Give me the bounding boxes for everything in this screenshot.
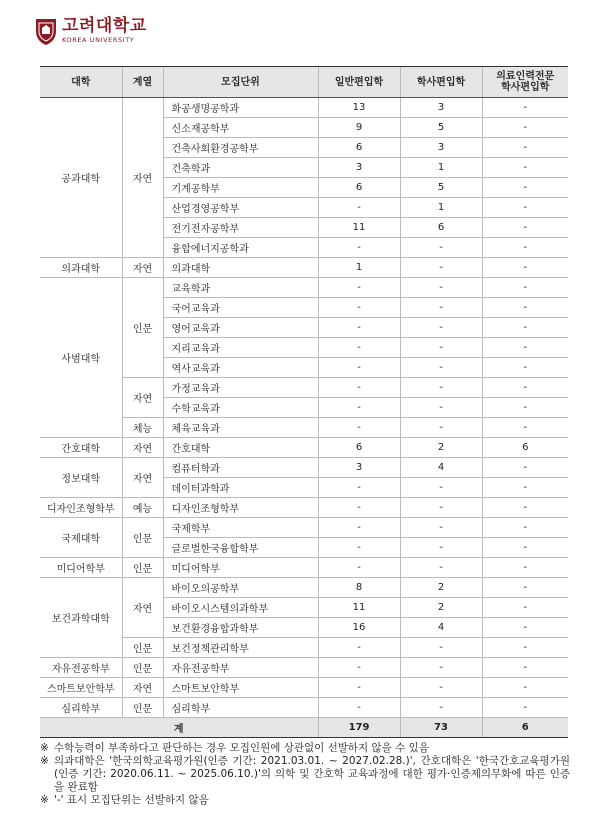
unit-cell: 지리교육과 [163,338,318,358]
note-text: '-' 표시 모집단위는 선발하지 않음 [54,794,209,806]
medical-transfer-cell: - [482,358,568,378]
medical-transfer-cell: - [482,378,568,398]
note-item [40,755,570,794]
general-transfer-cell: - [318,398,400,418]
table-row [40,518,568,538]
note-mark: ※ [40,742,49,754]
total-bachelor: 73 [400,718,482,738]
bachelor-transfer-cell: - [400,358,482,378]
medical-transfer-cell: - [482,178,568,198]
bachelor-transfer-cell: 5 [400,118,482,138]
note-text: 의과대학은 '한국의학교육평가원(인증 기간: 2021.03.01. ~ 2027.02.28.)', 간호대학은 '한국간호교육평가원(인증 기간: 2020.06.11. ~ 2025.06.10.)'의 의학 및 간호학 교육과정에 대한 평가·인증제의무화에 따른 인증을 완료함 [54,755,570,793]
bachelor-transfer-cell: 5 [400,178,482,198]
bachelor-transfer-cell: - [400,698,482,718]
medical-transfer-cell: - [482,538,568,558]
medical-transfer-cell: - [482,498,568,518]
college-cell: 정보대학 [40,458,122,498]
bachelor-transfer-cell: 4 [400,458,482,478]
general-transfer-cell: 1 [318,258,400,278]
medical-transfer-cell: - [482,618,568,638]
total-general: 179 [318,718,400,738]
general-transfer-cell: 11 [318,598,400,618]
university-logo [34,14,147,48]
bachelor-transfer-cell: - [400,538,482,558]
medical-transfer-cell: - [482,458,568,478]
header-college: 대학 [40,67,122,98]
unit-cell: 심리학부 [163,698,318,718]
bachelor-transfer-cell: 2 [400,598,482,618]
total-medical: 6 [482,718,568,738]
field-cell: 자연 [122,258,163,278]
total-label: 계 [40,718,318,738]
medical-transfer-cell: - [482,198,568,218]
table-row [40,438,568,458]
bachelor-transfer-cell: 1 [400,198,482,218]
bachelor-transfer-cell: - [400,658,482,678]
bachelor-transfer-cell: 3 [400,98,482,118]
unit-cell: 산업경영공학부 [163,198,318,218]
table-row [40,98,568,118]
general-transfer-cell: 8 [318,578,400,598]
admission-quota-table [40,66,568,738]
note-item [40,794,570,807]
field-cell: 인문 [122,278,163,378]
college-cell: 간호대학 [40,438,122,458]
bachelor-transfer-cell: 4 [400,618,482,638]
unit-cell: 체육교육과 [163,418,318,438]
bachelor-transfer-cell: - [400,258,482,278]
general-transfer-cell: - [318,498,400,518]
general-transfer-cell: - [318,698,400,718]
medical-transfer-cell: - [482,578,568,598]
general-transfer-cell: 6 [318,438,400,458]
medical-transfer-cell: - [482,258,568,278]
college-cell: 공과대학 [40,98,122,258]
total-row [40,718,568,738]
field-cell: 자연 [122,578,163,638]
medical-transfer-cell: - [482,218,568,238]
table-row [40,498,568,518]
medical-transfer-cell: - [482,98,568,118]
college-cell: 스마트보안학부 [40,678,122,698]
unit-cell: 전기전자공학부 [163,218,318,238]
general-transfer-cell: 6 [318,178,400,198]
field-cell: 인문 [122,558,163,578]
general-transfer-cell: - [318,338,400,358]
general-transfer-cell: - [318,478,400,498]
medical-transfer-cell: - [482,138,568,158]
college-cell: 미디어학부 [40,558,122,578]
bachelor-transfer-cell: - [400,278,482,298]
bachelor-transfer-cell: 1 [400,158,482,178]
general-transfer-cell: - [318,358,400,378]
field-cell: 인문 [122,518,163,558]
general-transfer-cell: 13 [318,98,400,118]
header-medical-transfer: 의료인력전문학사편입학 [482,67,568,98]
table-row [40,458,568,478]
general-transfer-cell: 16 [318,618,400,638]
table-row [40,578,568,598]
medical-transfer-cell: - [482,158,568,178]
bachelor-transfer-cell: - [400,478,482,498]
unit-cell: 자유전공학부 [163,658,318,678]
medical-transfer-cell: - [482,558,568,578]
unit-cell: 국제학부 [163,518,318,538]
medical-transfer-cell: - [482,638,568,658]
medical-transfer-cell: - [482,658,568,678]
unit-cell: 기계공학부 [163,178,318,198]
bachelor-transfer-cell: - [400,418,482,438]
unit-cell: 교육학과 [163,278,318,298]
general-transfer-cell: 3 [318,158,400,178]
college-cell: 국제대학 [40,518,122,558]
medical-transfer-cell: - [482,238,568,258]
table-row [40,698,568,718]
general-transfer-cell: - [318,238,400,258]
table-row [40,558,568,578]
college-cell: 심리학부 [40,698,122,718]
logo-english: KOREA UNIVERSITY [62,36,135,45]
unit-cell: 간호대학 [163,438,318,458]
unit-cell: 신소재공학부 [163,118,318,138]
general-transfer-cell: - [318,638,400,658]
medical-transfer-cell: - [482,698,568,718]
unit-cell: 글로벌한국융합학부 [163,538,318,558]
bachelor-transfer-cell: - [400,398,482,418]
general-transfer-cell: 6 [318,138,400,158]
field-cell: 자연 [122,678,163,698]
medical-transfer-cell: - [482,598,568,618]
unit-cell: 바이오시스템의과학부 [163,598,318,618]
bachelor-transfer-cell: 3 [400,138,482,158]
college-cell: 사범대학 [40,278,122,438]
unit-cell: 수학교육과 [163,398,318,418]
general-transfer-cell: - [318,418,400,438]
table-row [40,678,568,698]
general-transfer-cell: - [318,318,400,338]
unit-cell: 스마트보안학부 [163,678,318,698]
field-cell: 인문 [122,658,163,678]
field-cell: 인문 [122,698,163,718]
header-bachelor-transfer: 학사편입학 [400,67,482,98]
bachelor-transfer-cell: 2 [400,578,482,598]
bachelor-transfer-cell: - [400,498,482,518]
general-transfer-cell: - [318,378,400,398]
bachelor-transfer-cell: - [400,558,482,578]
table-header-row [40,67,568,98]
general-transfer-cell: - [318,678,400,698]
college-cell: 보건과학대학 [40,578,122,658]
unit-cell: 건축사회환경공학부 [163,138,318,158]
note-item [40,742,570,755]
field-cell: 자연 [122,98,163,258]
bachelor-transfer-cell: - [400,238,482,258]
medical-transfer-cell: - [482,678,568,698]
unit-cell: 역사교육과 [163,358,318,378]
table-row [40,258,568,278]
unit-cell: 디자인조형학부 [163,498,318,518]
header-general-transfer: 일반편입학 [318,67,400,98]
unit-cell: 건축학과 [163,158,318,178]
general-transfer-cell: - [318,558,400,578]
medical-transfer-cell: - [482,518,568,538]
bachelor-transfer-cell: 6 [400,218,482,238]
header-field: 계열 [122,67,163,98]
note-mark: ※ [40,755,49,767]
college-cell: 의과대학 [40,258,122,278]
field-cell: 자연 [122,378,163,418]
general-transfer-cell: 9 [318,118,400,138]
logo-korean: 고려대학교 [62,16,147,37]
medical-transfer-cell: - [482,418,568,438]
general-transfer-cell: - [318,518,400,538]
field-cell: 예능 [122,498,163,518]
unit-cell: 데이터과학과 [163,478,318,498]
header-unit: 모집단위 [163,67,318,98]
unit-cell: 의과대학 [163,258,318,278]
crest-icon [34,16,58,46]
table-row [40,658,568,678]
bachelor-transfer-cell: - [400,678,482,698]
unit-cell: 컴퓨터학과 [163,458,318,478]
general-transfer-cell: 3 [318,458,400,478]
unit-cell: 보건환경융합과학부 [163,618,318,638]
note-mark: ※ [40,794,49,806]
medical-transfer-cell: - [482,318,568,338]
bachelor-transfer-cell: - [400,378,482,398]
medical-transfer-cell: - [482,338,568,358]
table-body [40,98,568,718]
general-transfer-cell: - [318,278,400,298]
college-cell: 디자인조형학부 [40,498,122,518]
bachelor-transfer-cell: - [400,298,482,318]
unit-cell: 융합에너지공학과 [163,238,318,258]
medical-transfer-cell: - [482,278,568,298]
unit-cell: 미디어학부 [163,558,318,578]
unit-cell: 가정교육과 [163,378,318,398]
bachelor-transfer-cell: - [400,518,482,538]
bachelor-transfer-cell: - [400,318,482,338]
general-transfer-cell: - [318,538,400,558]
medical-transfer-cell: - [482,118,568,138]
bachelor-transfer-cell: - [400,338,482,358]
medical-transfer-cell: 6 [482,438,568,458]
field-cell: 자연 [122,438,163,458]
unit-cell: 영어교육과 [163,318,318,338]
bachelor-transfer-cell: 2 [400,438,482,458]
medical-transfer-cell: - [482,478,568,498]
field-cell: 인문 [122,638,163,658]
note-text: 수학능력이 부족하다고 판단하는 경우 모집인원에 상관없이 선발하지 않을 수 있음 [54,742,429,754]
field-cell: 체능 [122,418,163,438]
college-cell: 자유전공학부 [40,658,122,678]
general-transfer-cell: - [318,658,400,678]
medical-transfer-cell: - [482,298,568,318]
general-transfer-cell: - [318,298,400,318]
unit-cell: 바이오의공학부 [163,578,318,598]
table-row [40,278,568,298]
unit-cell: 화공생명공학과 [163,98,318,118]
general-transfer-cell: 11 [318,218,400,238]
unit-cell: 국어교육과 [163,298,318,318]
notes [40,742,570,807]
medical-transfer-cell: - [482,398,568,418]
field-cell: 자연 [122,458,163,498]
unit-cell: 보건정책관리학부 [163,638,318,658]
general-transfer-cell: - [318,198,400,218]
bachelor-transfer-cell: - [400,638,482,658]
